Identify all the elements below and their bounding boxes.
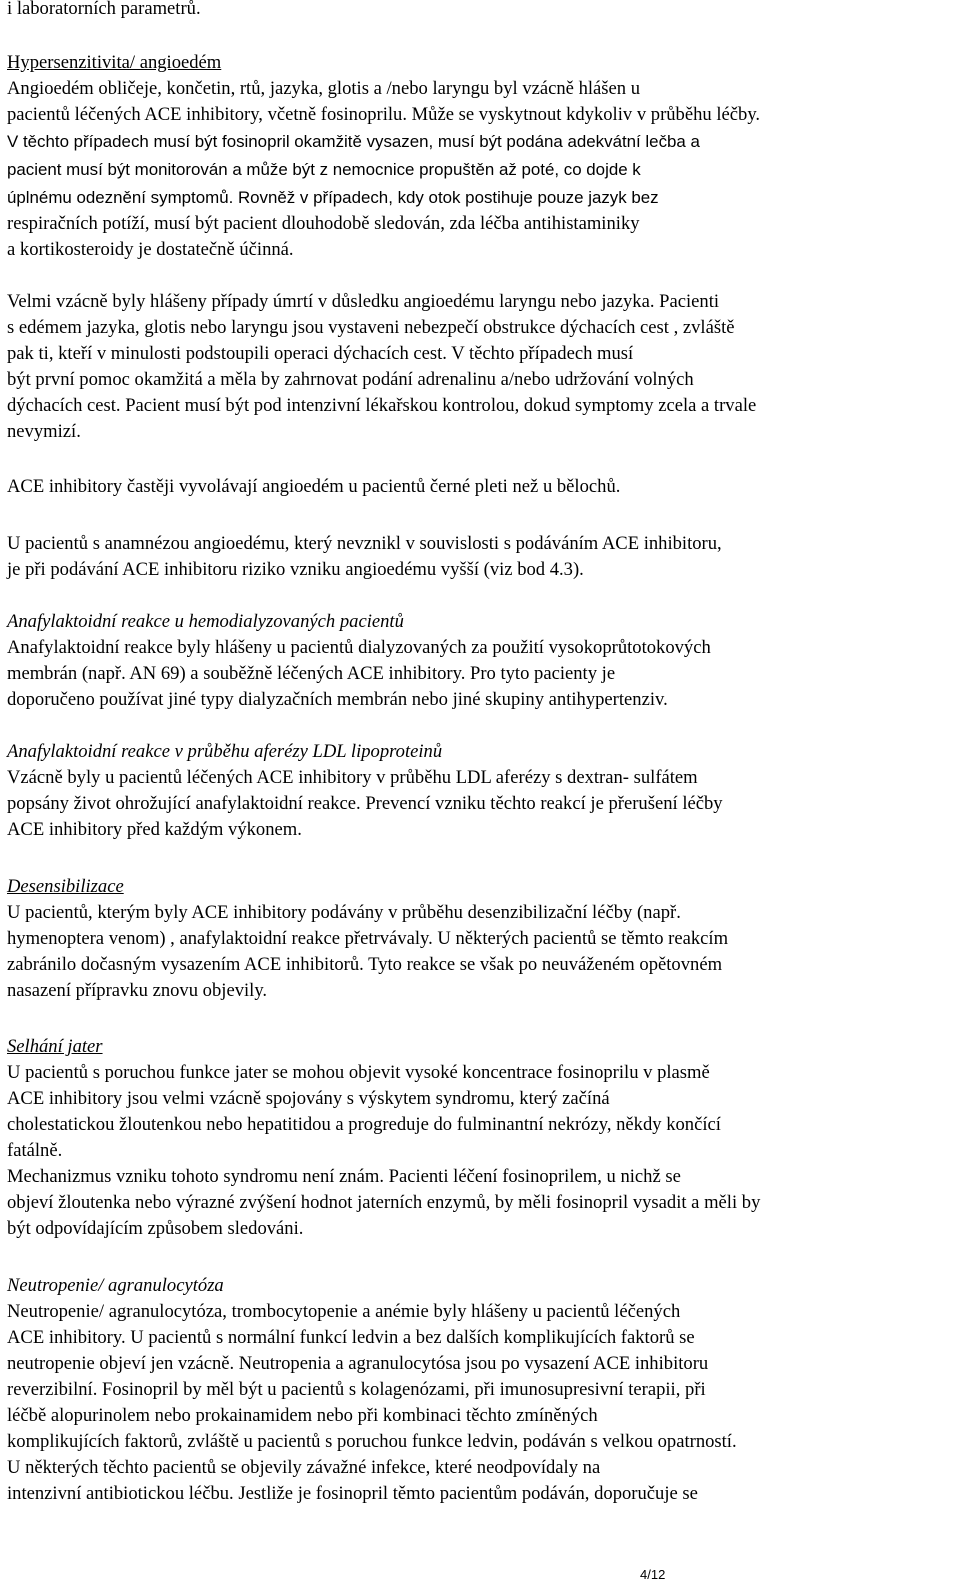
paragraph-line: být odpovídajícím způsobem sledováni. (7, 1218, 304, 1239)
paragraph-line: a kortikosteroidy je dostatečně účinná. (7, 239, 294, 260)
paragraph-line: objeví žloutenka nebo výrazné zvýšení hodnot jaterních enzymů, by měli fosinopril vysadit a měli by (7, 1192, 761, 1213)
paragraph-line: ACE inhibitory. U pacientů s normální funkcí ledvin a bez dalších komplikujících faktorů se (7, 1327, 695, 1348)
paragraph-line: zabránilo dočasným vysazením ACE inhibitorů. Tyto reakce se však po neuváženém opětovném (7, 954, 723, 975)
section-heading-anaphylactoid-hemodialysis: Anafylaktoidní reakce u hemodialyzovaných pacientů (7, 611, 404, 632)
paragraph-line: pak ti, kteří v minulosti podstoupili operaci dýchacích cest. V těchto případech musí (7, 343, 634, 364)
paragraph-line: Mechanizmus vzniku tohoto syndromu není znám. Pacienti léčení fosinoprilem, u nichž se (7, 1166, 681, 1187)
paragraph-line: U pacientů s anamnézou angioedému, který nevznikl v souvislosti s podáváním ACE inhibitoru, (7, 533, 722, 554)
section-heading-liver-failure: Selhání jater (7, 1036, 103, 1057)
paragraph-line: léčbě alopurinolem nebo prokainamidem nebo při kombinaci těchto zmíněných (7, 1405, 598, 1426)
paragraph-line: V těchto případech musí být fosinopril okamžitě vysazen, musí být podána adekvátní lečba a (7, 132, 700, 151)
paragraph-line: Velmi vzácně byly hlášeny případy úmrtí v důsledku angioedému laryngu nebo jazyka. Pacienti (7, 291, 720, 312)
paragraph-line: ACE inhibitory před každým výkonem. (7, 819, 302, 840)
section-heading-anaphylactoid-ldl-apheresis: Anafylaktoidní reakce v průběhu aferézy LDL lipoproteinů (7, 741, 443, 762)
paragraph-line: ACE inhibitory častěji vyvolávají angioedém u pacientů černé pleti než u bělochů. (7, 476, 621, 497)
paragraph-line: i laboratorních parametrů. (7, 0, 201, 19)
paragraph-line: hymenoptera venom) , anafylaktoidní reakce přetrvávaly. U některých pacientů se těmto reakcím (7, 928, 729, 949)
section-heading-hypersensitivity: Hypersenzitivita/ angioedém (7, 52, 222, 73)
section-heading-desensibilization: Desensibilizace (7, 876, 124, 897)
paragraph-line: být první pomoc okamžitá a měla by zahrnovat podání adrenalinu a/nebo udržování volných (7, 369, 694, 390)
paragraph-line: Vzácně byly u pacientů léčených ACE inhibitory v průběhu LDL aferézy s dextran- sulfátem (7, 767, 698, 788)
paragraph-line: cholestatickou žloutenkou nebo hepatitidou a progreduje do fulminantní nekrózy, někdy končící (7, 1114, 721, 1135)
paragraph-line: fatálně. (7, 1140, 63, 1161)
paragraph-line: s edémem jazyka, glotis nebo laryngu jsou vystaveni nebezpečí obstrukce dýchacích cest , zvláště (7, 317, 735, 338)
paragraph-line: U pacientů, kterým byly ACE inhibitory podávány v průběhu desenzibilizační léčby (např. (7, 902, 681, 923)
paragraph-line: dýchacích cest. Pacient musí být pod intenzivní lékařskou kontrolou, dokud symptomy zcela a trvale (7, 395, 757, 416)
paragraph-line: nevymizí. (7, 421, 81, 442)
paragraph-line: intenzivní antibiotickou léčbu. Jestliže je fosinopril těmto pacientům podáván, doporučuje se (7, 1483, 698, 1504)
paragraph-line: U pacientů s poruchou funkce jater se mohou objevit vysoké koncentrace fosinoprilu v plasmě (7, 1062, 710, 1083)
page-number: 4/12 (640, 1567, 666, 1582)
paragraph-line: reverzibilní. Fosinopril by měl být u pacientů s kolagenózami, při imunosupresivní terapii, při (7, 1379, 706, 1400)
paragraph-line: komplikujících faktorů, zvláště u pacientů s poruchou funkce ledvin, podáván s velkou opatrností. (7, 1431, 737, 1452)
paragraph-line: membrán (např. AN 69) a souběžně léčených ACE inhibitory. Pro tyto pacienty je (7, 663, 616, 684)
paragraph-line: popsány život ohrožující anafylaktoidní reakce. Prevencí vzniku těchto reakcí je přerušení léčby (7, 793, 723, 814)
paragraph-line: pacientů léčených ACE inhibitory, včetně fosinoprilu. Může se vyskytnout kdykoliv v průběhu léčby. (7, 104, 761, 125)
paragraph-line: U některých těchto pacientů se objevily závažné infekce, které neodpovídaly na (7, 1457, 601, 1478)
paragraph-line: Angioedém obličeje, končetin, rtů, jazyka, glotis a /nebo laryngu byl vzácně hlášen u (7, 78, 641, 99)
paragraph-line: je při podávání ACE inhibitoru riziko vzniku angioedému vyšší (viz bod 4.3). (7, 559, 584, 580)
paragraph-line: Neutropenie/ agranulocytóza, trombocytopenie a anémie byly hlášeny u pacientů léčených (7, 1301, 681, 1322)
section-heading-neutropenia: Neutropenie/ agranulocytóza (7, 1275, 224, 1296)
paragraph-line: nasazení přípravku znovu objevily. (7, 980, 268, 1001)
paragraph-line: respiračních potíží, musí být pacient dlouhodobě sledován, zda léčba antihistaminiky (7, 213, 640, 234)
paragraph-line: úplnému odeznění symptomů. Rovněž v případech, kdy otok postihuje pouze jazyk bez (7, 188, 659, 207)
paragraph-line: doporučeno používat jiné typy dialyzačních membrán nebo jiné skupiny antihypertenziv. (7, 689, 668, 710)
paragraph-line: Anafylaktoidní reakce byly hlášeny u pacientů dialyzovaných za použití vysokoprůtotokových (7, 637, 711, 658)
paragraph-line: neutropenie objeví jen vzácně. Neutropenia a agranulocytósa jsou po vysazení ACE inhibitoru (7, 1353, 709, 1374)
paragraph-line: ACE inhibitory jsou velmi vzácně spojovány s výskytem syndromu, který začíná (7, 1088, 610, 1109)
paragraph-line: pacient musí být monitorován a může být z nemocnice propuštěn až poté, co dojde k (7, 160, 641, 179)
